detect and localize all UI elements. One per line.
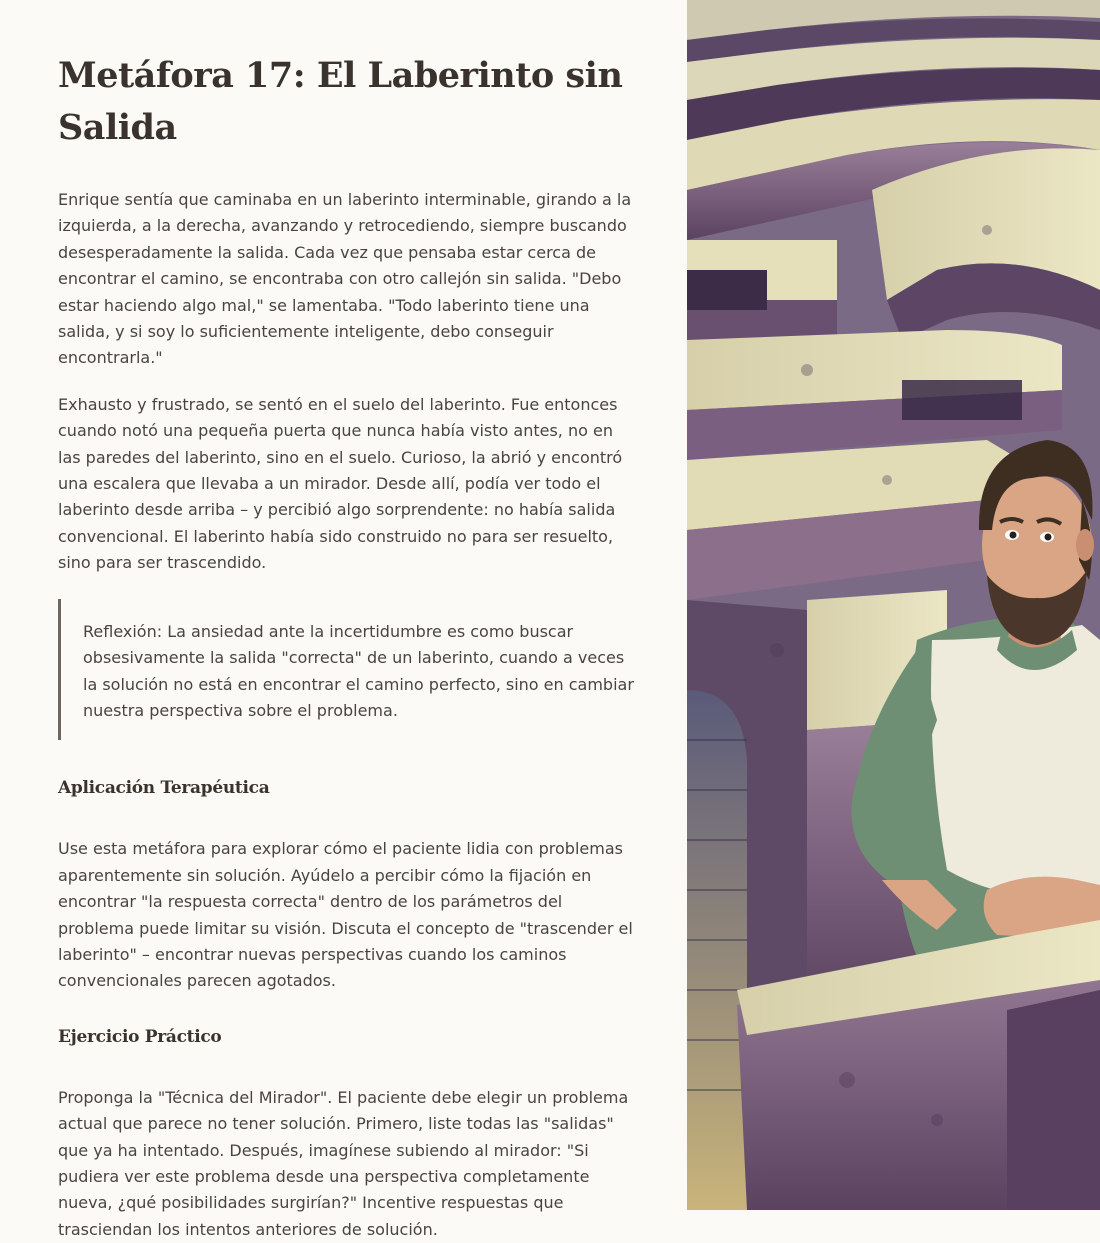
labyrinth-illustration-svg bbox=[687, 0, 1100, 1210]
reflection-quote bbox=[58, 599, 638, 741]
section-heading-exercise: Ejercicio Práctico bbox=[58, 1026, 222, 1047]
section-heading-therapeutic: Aplicación Terapéutica bbox=[58, 778, 270, 799]
story-paragraph-1: Enrique sentía que caminaba en un laberinto interminable, girando a la izquierda, a la derecha, avanzando y retrocediendo, siempre buscando desesperadamente la salida. Cada vez que pensaba estar cerca de encontrar el camino, se encontraba con otro callejón sin salida. "Debo estar haciendo algo mal," se lamentaba. "Todo laberinto tiene una salida, y si soy lo suficientemente inteligente, debo conseguir encontrarla." bbox=[58, 190, 632, 368]
section-text-therapeutic: Use esta metáfora para explorar cómo el paciente lidia con problemas aparentemente sin solución. Ayúdelo a percibir cómo la fijación en encontrar "la respuesta correcta" dentro de los parámetros del problema puede limitar su visión. Discuta el concepto de "trascender el laberinto" – encontrar nuevas perspectivas cuando los caminos convencionales parecen agotados. bbox=[58, 839, 633, 991]
labyrinth-illustration bbox=[687, 0, 1100, 1210]
story-paragraph-2: Exhausto y frustrado, se sentó en el suelo del laberinto. Fue entonces cuando notó una pequeña puerta que nunca había visto antes, no en las paredes del laberinto, sino en el suelo. Curioso, la abrió y encontró una escalera que llevaba a un mirador. Desde allí, podía ver todo el laberinto desde arriba – y percibió algo sorprendente: no había salida convencional. El laberinto había sido construido no para ser resuelto, sino para ser trascendido. bbox=[58, 394, 623, 573]
section-text-exercise: Proponga la "Técnica del Mirador". El paciente debe elegir un problema actual que parece no tener solución. Primero, liste todas las "salidas" que ya ha intentado. Después, imagínese subiendo al mirador: "Si pudiera ver este problema desde una perspectiva completamente nueva, ¿qué posibilidades surgirían?" Incentive respuestas que trasciendan los intentos anteriores de solución. bbox=[58, 1087, 629, 1239]
reflection-text: Reflexión: La ansiedad ante la incertidumbre es como buscar obsesivamente la salida "correcta" de un laberinto, cuando a veces la solución no está en encontrar el camino perfecto, sino en cambiar nuestra perspectiva sobre el problema. bbox=[83, 621, 634, 720]
article-title: Metáfora 17: El Laberinto sin Salida bbox=[58, 55, 623, 148]
